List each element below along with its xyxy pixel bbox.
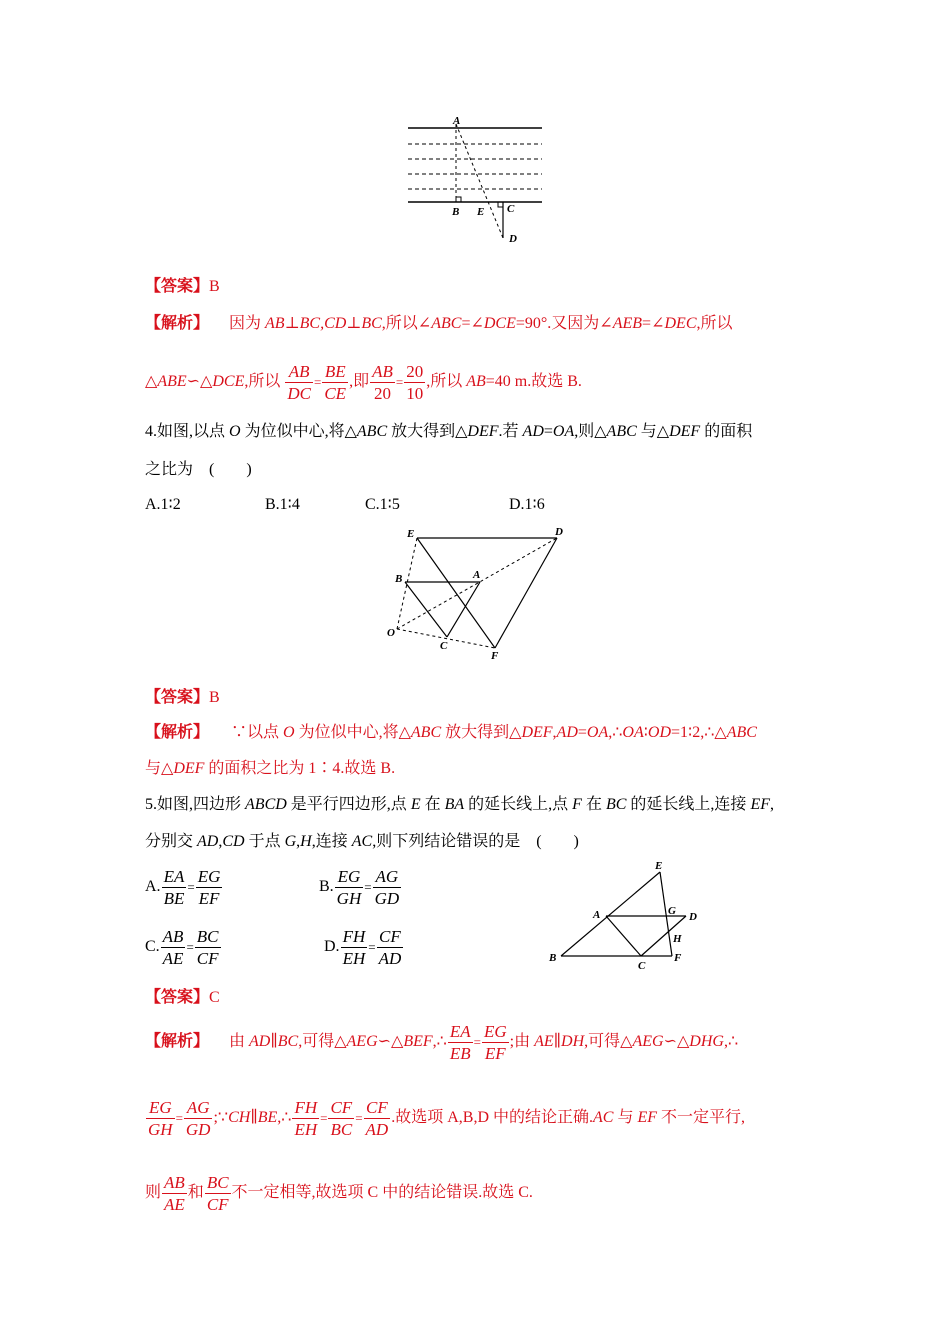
figure2-label-e: E bbox=[407, 528, 415, 540]
q4-option-a: A.1∶2 bbox=[145, 496, 181, 513]
q5-option-a: A. $\frac{EA}{BE}$ = $\frac{EG}{EF}$ bbox=[145, 867, 221, 908]
q4-option-d: D.1∶6 bbox=[509, 496, 545, 513]
q3-fraction-be-ce: $\frac{BE}{CE}$ bbox=[324, 362, 347, 403]
q4-option-b: B.1∶4 bbox=[265, 496, 300, 513]
q5-option-d: D. $\frac{FH}{EH}$ = $\frac{CF}{AD}$ bbox=[324, 927, 402, 968]
q3-analysis-line1: 【解析】 因为 AB⊥BC,CD⊥BC,所以∠ABC=∠DCE=90°.又因为∠AEB=∠DEC,所以 bbox=[145, 315, 733, 332]
figure3-label-f: F bbox=[674, 952, 682, 964]
figure3-label-g: G bbox=[668, 905, 676, 917]
figure2-label-a: A bbox=[473, 569, 481, 581]
figure-homothety bbox=[385, 522, 575, 664]
q4-stem-line2: 之比为 ( ) bbox=[145, 461, 252, 478]
figure3-label-c: C bbox=[638, 960, 646, 972]
q5-answer: 【答案】C bbox=[145, 989, 220, 1006]
figure-river-similar-triangles bbox=[400, 112, 550, 250]
q5-stem-line2: 分别交 AD,CD 于点 G,H,连接 AC,则下列结论错误的是 ( ) bbox=[145, 833, 579, 850]
q4-analysis-line1: 【解析】 ∵以点 O 为位似中心,将△ABC 放大得到△DEF,AD=OA,∴OA∶OD=1∶2,∴△ABC bbox=[145, 724, 757, 741]
figure3-label-e: E bbox=[655, 860, 663, 872]
q3-fraction-ab-20: $\frac{AB}{20}$ bbox=[372, 362, 393, 403]
figure1-label-b: B bbox=[452, 206, 460, 218]
figure3-label-b: B bbox=[549, 952, 557, 964]
q3-analysis-line2: △ABE∽△DCE,所以 $\frac{AB}{DC}$ = $\frac{BE}{CE}$ ,即 $\frac{AB}{20}$ = $\frac{20}{10}$ ,所以 AB=40 m.故选 B. bbox=[145, 362, 582, 403]
q5-analysis-line3: 则 $\frac{AB}{AE}$ 和 $\frac{BC}{CF}$ 不一定相等,故选项 C 中的结论错误.故选 C. bbox=[145, 1173, 533, 1214]
q4-answer: 【答案】B bbox=[145, 689, 220, 706]
q3-answer: 【答案】B bbox=[145, 278, 220, 295]
figure2-label-b: B bbox=[395, 573, 403, 585]
q5-option-b: B. $\frac{EG}{GH}$ = $\frac{AG}{GD}$ bbox=[319, 867, 400, 908]
q4-option-c: C.1∶5 bbox=[365, 496, 400, 513]
figure3-label-d: D bbox=[689, 911, 697, 923]
figure1-label-c: C bbox=[507, 203, 515, 215]
q5-option-c: C. $\frac{AB}{AE}$ = $\frac{BC}{CF}$ bbox=[145, 927, 219, 968]
figure-parallelogram bbox=[545, 856, 710, 974]
figure1-label-d: D bbox=[509, 233, 517, 245]
q4-analysis-line2: 与△DEF 的面积之比为 1∶4.故选 B. bbox=[145, 760, 396, 777]
q5-analysis-line2: $\frac{EG}{GH}$ = $\frac{AG}{GD}$ ;∵CH∥BE,∴ $\frac{FH}{EH}$ = $\frac{CF}{BC}$ = $\frac{CF}{AD}$ .故选项 A,B,D 中的结论正确.AC 与 EF 不一定平行, bbox=[148, 1098, 746, 1139]
figure2-label-c: C bbox=[440, 640, 448, 652]
figure2-label-d: D bbox=[555, 526, 563, 538]
figure2-label-f: F bbox=[491, 650, 499, 662]
q5-stem-line1: 5.如图,四边形 ABCD 是平行四边形,点 E 在 BA 的延长线上,点 F 在 BC 的延长线上,连接 EF, bbox=[145, 796, 774, 813]
q4-stem-line1: 4.如图,以点 O 为位似中心,将△ABC 放大得到△DEF.若 AD=OA,则△ABC 与△DEF 的面积 bbox=[145, 423, 753, 440]
figure3-label-a: A bbox=[593, 909, 601, 921]
q3-fraction-20-10: $\frac{20}{10}$ bbox=[406, 362, 424, 403]
figure1-label-a: A bbox=[453, 115, 461, 127]
q3-fraction-ab-dc: $\frac{AB}{DC}$ bbox=[287, 362, 311, 403]
figure2-label-o: O bbox=[387, 627, 395, 639]
q5-analysis-line1: 【解析】 由 AD∥BC,可得△AEG∽△BEF,∴ $\frac{EA}{EB}$ = $\frac{EG}{EF}$ ;由 AE∥DH,可得△AEG∽△DHG,∴ bbox=[145, 1022, 739, 1063]
figure3-label-h: H bbox=[673, 933, 682, 945]
figure1-label-e: E bbox=[477, 206, 485, 218]
